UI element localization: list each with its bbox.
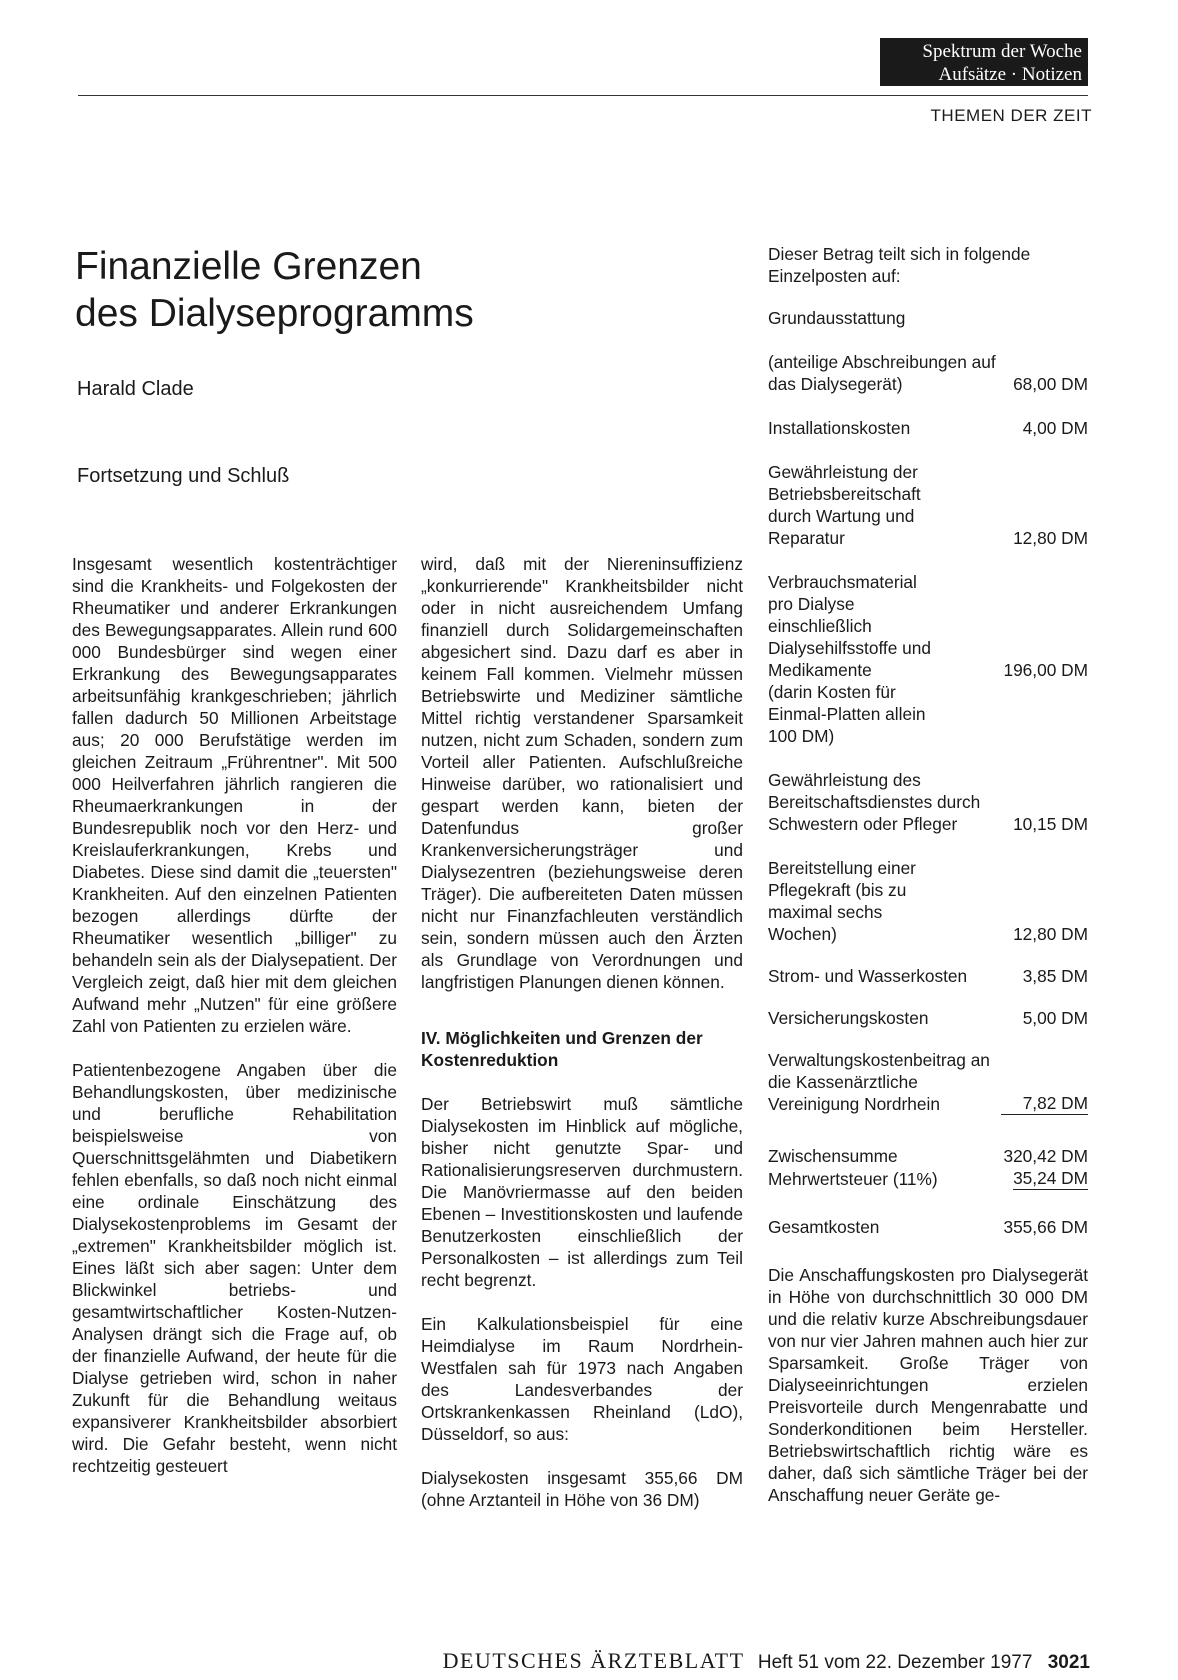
page-number: 3021 (1047, 1652, 1090, 1673)
cost-item-label: Bereitstellung einer Pflegekraft (bis zu maximal sechs Wochen) (768, 858, 916, 944)
cost-item-value: 196,00 DM (1003, 660, 1088, 680)
subtotal-label: Zwischensumme (768, 1146, 898, 1166)
vat-row (768, 1167, 1088, 1190)
cost-item (768, 1049, 1088, 1115)
cost-item-note: (darin Kosten für Einmal-Platten allein 100 DM) (768, 682, 926, 746)
cost-item (768, 769, 1088, 835)
cost-item-value: 12,80 DM (1013, 924, 1088, 944)
cost-item (768, 461, 1088, 549)
cost-intro: Dieser Betrag teilt sich in folgende Einzelposten auf: (768, 244, 1031, 286)
title-line-1: Finanzielle Grenzen (75, 245, 422, 288)
subtotal-value: 320,42 DM (1003, 1146, 1088, 1166)
article-title (75, 243, 675, 337)
paragraph: Insgesamt wesentlich kostenträchtiger sind die Krankheits- und Folgekosten der Rheumatiker und anderer Erkrankungen des Bewegungsapparates. Allein rund 600 000 Bundesbürger sind wegen einer Erkrankung des Bewegungsapparates arbeitsunfähig krankgeschrieben; jährlich fallen dadurch 50 Millionen Arbeitstage aus; 20 000 Berufstätige werden im gleichen Zeitraum „Frührentner". Mit 500 000 Heilverfahren jährlich rangieren die Rheumaerkrankungen in der Bundesrepublik noch vor den Herz- und Kreislauferkrankungen, Krebs und Diabetes. Diese sind damit die „teuersten" Krankheiten. Auf den einzelnen Patienten bezogen allerdings dürfte der Rheumatiker wesentlich „billiger" zu behandeln sein als der Dialysepatient. Der Vergleich zeigt, daß hier mit dem gleichen Aufwand mehr „Nutzen" für eine größere Zahl von Patienten zu erzielen wäre. (72, 554, 397, 1036)
cost-item-value: 68,00 DM (1013, 374, 1088, 394)
cost-item-value: 12,80 DM (1013, 528, 1088, 548)
badge-line-2: Aufsätze · Notizen (938, 64, 1082, 85)
cost-item-label: Versicherungskosten (768, 1008, 929, 1028)
paragraph: Die Anschaffungskosten pro Dialysegerät in Höhe von durchschnittlich 30 000 DM und die relativ kurze Abschreibungsdauer von nur vier Jahren mahnen auch hier zur Sparsamkeit. Große Träger von Dialyseeinrichtungen erzielen Preisvorteile durch Mengenrabatte und Sonderkonditionen beim Hersteller. Betriebswirtschaftlich richtig wäre es daher, daß sich sämtliche Träger bei der Anschaffung neuer Geräte ge- (768, 1265, 1088, 1505)
vat-label: Mehrwertsteuer (11%) (768, 1169, 938, 1189)
cost-item-value: 7,82 DM (1001, 1092, 1088, 1115)
cost-item-value: 5,00 DM (1022, 1008, 1088, 1028)
header-rule (78, 95, 1088, 96)
section-heading: IV. Möglichkeiten und Grenzen der Kostenreduktion (421, 1028, 703, 1070)
cost-item (768, 351, 1088, 395)
cost-item-label: Installationskosten (768, 418, 911, 438)
section-badge (880, 38, 1088, 86)
total-label: Gesamtkosten (768, 1217, 880, 1237)
paragraph: Der Betriebswirt muß sämtliche Dialysekosten im Hinblick auf mögliche, bisher nicht genutzte Spar- und Rationalisierungsreserven durchmustern. Die Manövriermasse auf den beiden Ebenen – Investitionskosten und laufende Benutzerkosten einschließlich der Personalkosten – ist allerdings zum Teil recht begrenzt. (421, 1094, 743, 1290)
title-line-2: des Dialyseprogramms (75, 292, 474, 335)
paragraph: Dialysekosten insgesamt 355,66 DM (ohne Arztanteil in Höhe von 36 DM) (421, 1468, 743, 1510)
cost-item (768, 571, 1088, 747)
cost-group-heading: Grundausstattung (768, 308, 906, 328)
cost-item-label: Verwaltungskostenbeitrag an die Kassenärztliche Vereinigung Nordrhein (768, 1050, 990, 1114)
total-value: 355,66 DM (1003, 1217, 1088, 1237)
page-footer (443, 1648, 1090, 1674)
vat-value: 35,24 DM (1013, 1168, 1088, 1188)
cost-item-label: Gewährleistung des Bereitschaftsdienstes durch Schwestern oder Pfleger (768, 770, 981, 834)
section-label: THEMEN DER ZEIT (930, 106, 1092, 125)
cost-item-label: Verbrauchsmaterial pro Dialyse einschließlich Dialysehilfsstoffe und Medikamente (768, 572, 931, 680)
paragraph: wird, daß mit der Niereninsuffizienz „konkurrierende" Krankheitsbilder nicht oder in nicht ausreichendem Umfang finanziell durch Solidargemeinschaften abgesichert sind. Dazu darf es aber in keinem Fall kommen. Vielmehr müssen Betriebswirte und Mediziner sämtliche Mittel richtig verstandener Sparsamkeit nutzen, nicht zum Schaden, sondern zum Vorteil aller Patienten. Aufschlußreiche Hinweise darüber, wo rationalisiert und gespart werden kann, bieten der Datenfundus großer Krankenversicherungsträger und Dialysezentren (beziehungsweise deren Träger). Die aufbereiteten Daten müssen nicht nur Finanzfachleuten verständlich sein, sondern müssen auch den Ärzten als Grundlage von Verordnungen und langfristigen Planungen dienen können. (421, 554, 743, 992)
text-column-2 (421, 553, 743, 1511)
cost-breakdown-column (768, 243, 1088, 1506)
author: Harald Clade (77, 378, 194, 400)
cost-item (768, 1007, 1088, 1029)
cost-item-value: 10,15 DM (1013, 814, 1088, 834)
cost-item-label: Gewährleistung der Betriebsbereitschaft durch Wartung und Reparatur (768, 462, 921, 548)
cost-item-value: 3,85 DM (1022, 966, 1088, 986)
badge-line-1: Spektrum der Woche (922, 41, 1082, 62)
issue-info: Heft 51 vom 22. Dezember 1977 (757, 1652, 1033, 1673)
text-column-1 (72, 553, 397, 1477)
paragraph: Patientenbezogene Angaben über die Behandlungskosten, über medizinische und berufliche Rehabilitation beispielsweise von Querschnittsgelähmten und Diabetikern fehlen ebenfalls, so daß noch nicht einmal eine ordinale Einschätzung des Dialysekostenproblems im Gesamt der „extremen" Krankheitsbilder möglich ist. Eines läßt sich aber sagen: Unter dem Blickwinkel betriebs- und gesamtwirtschaftlicher Kosten-Nutzen-Analysen drängt sich die Frage auf, ob der finanzielle Aufwand, der heute für die Dialyse getrieben wird, schon in naher Zukunft für die Behandlung weitaus expansiverer Krankheitsbilder absorbiert wird. Die Gefahr besteht, wenn nicht rechtzeitig gesteuert (72, 1060, 397, 1476)
cost-item (768, 857, 1088, 945)
paragraph: Ein Kalkulationsbeispiel für eine Heimdialyse im Raum Nordrhein-Westfalen sah für 1973 nach Angaben des Landesverbandes der Ortskrankenkassen Rheinland (LdO), Düsseldorf, so aus: (421, 1314, 743, 1444)
cost-item (768, 965, 1088, 987)
cost-item (768, 417, 1088, 439)
subtotal-row (768, 1145, 1088, 1167)
cost-item-value: 4,00 DM (1022, 418, 1088, 438)
cost-item-label: (anteilige Abschreibungen auf das Dialysegerät) (768, 352, 996, 394)
article-subtitle: Fortsetzung und Schluß (77, 465, 290, 487)
total-row (768, 1216, 1088, 1238)
cost-item-label: Strom- und Wasserkosten (768, 966, 968, 986)
journal-name: DEUTSCHES ÄRZTEBLATT (442, 1648, 745, 1673)
